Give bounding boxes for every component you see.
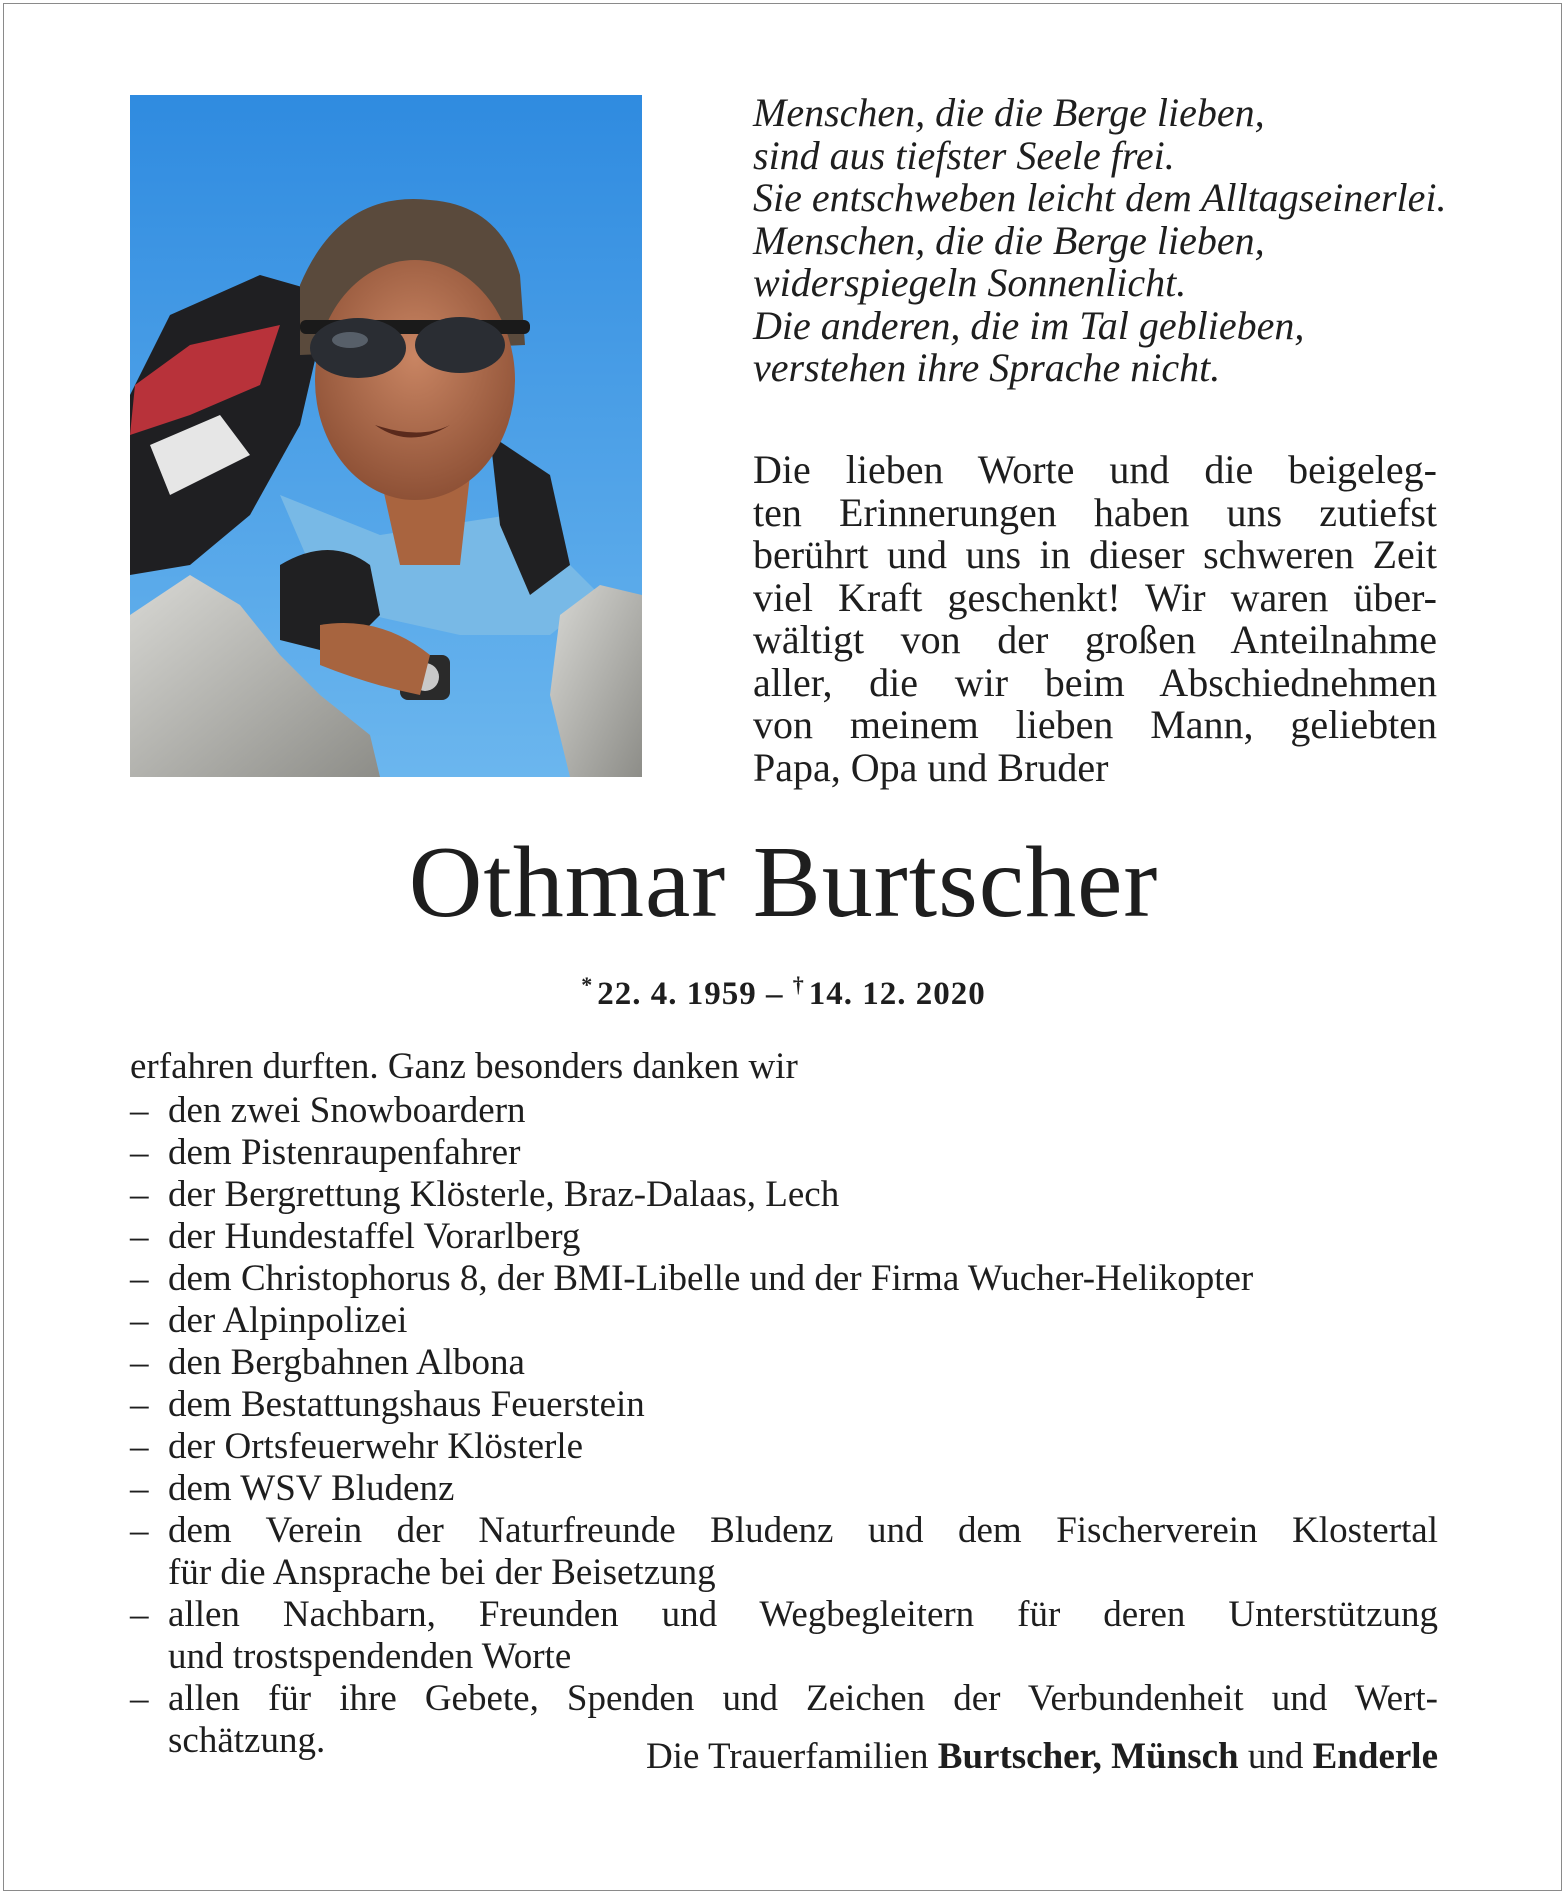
thanks-item-line: dem Bestattungshaus Feuerstein (168, 1384, 645, 1425)
poem-line: Sie entschweben leicht dem Alltagseinerlei. (753, 175, 1447, 220)
thanks-item-line: schätzung. (168, 1720, 326, 1761)
thanks-item-line: der Alpinpolizei (168, 1300, 408, 1341)
thanks-item-line: der Bergrettung Klösterle, Braz-Dalaas, Lech (168, 1174, 840, 1215)
dash-bullet: – (130, 1258, 149, 1299)
poem (753, 92, 1473, 390)
intro-line: ten Erinnerungen haben uns zutiefst (753, 489, 1437, 535)
face (315, 260, 515, 500)
intro-line: von meinem lieben Mann, geliebten (753, 702, 1437, 747)
lens-glare (332, 332, 368, 348)
thanks-list (130, 1090, 1438, 1762)
thanks-item (130, 1300, 1438, 1342)
sunglasses-right-lens (415, 317, 505, 373)
dash-bullet: – (130, 1594, 149, 1635)
signature (646, 1736, 1438, 1778)
rock-right (550, 585, 642, 777)
thanks-item-line: dem Pistenraupenfahrer (168, 1132, 521, 1173)
intro-line: berührt und uns in dieser schweren Zeit (753, 532, 1437, 577)
thanks-item (130, 1090, 1438, 1132)
deceased-name: Othmar Burtscher (408, 826, 1159, 939)
thanks-item (130, 1216, 1438, 1258)
intro-line: wältigt von der großen Anteilnahme (753, 617, 1437, 662)
family-name-2: Münsch (1111, 1736, 1239, 1777)
signature-joiner: und (1247, 1736, 1304, 1777)
portrait-illustration (130, 95, 642, 777)
dash-bullet: – (130, 1468, 149, 1509)
date-separator: – (756, 976, 793, 1012)
intro-paragraph (753, 449, 1437, 789)
thanks-item-line: allen Nachbarn, Freunden und Wegbegleitern für deren Unterstützung (168, 1594, 1438, 1635)
thanks-item-line: dem WSV Bludenz (168, 1468, 455, 1509)
thanks-item-line: dem Christophorus 8, der BMI-Libelle und der Firma Wucher-Helikopter (168, 1258, 1254, 1299)
life-dates (0, 965, 1567, 1014)
dash-bullet: – (130, 1300, 149, 1341)
intro-line: viel Kraft geschenkt! Wir waren über- (753, 574, 1437, 620)
signature-prefix: Die Trauerfamilien (645, 1736, 929, 1777)
thanks-item (130, 1426, 1438, 1468)
dash-bullet: – (130, 1342, 149, 1383)
dash-bullet: – (130, 1678, 149, 1719)
death-symbol: † (792, 972, 805, 997)
thanks-item (130, 1384, 1438, 1426)
thanks-item-line: für die Ansprache bei der Beisetzung (168, 1552, 716, 1593)
poem-line: verstehen ihre Sprache nicht. (753, 345, 1221, 390)
dash-bullet: – (130, 1090, 149, 1131)
thanks-item-line: dem Verein der Naturfreunde Bludenz und dem Fischerverein Klostertal (168, 1510, 1438, 1551)
thanks-item-line: der Hundestaffel Vorarlberg (168, 1216, 581, 1257)
thanks-lead: erfahren durften. Ganz besonders danken wir (130, 1046, 798, 1087)
sunglasses-left-lens (310, 318, 406, 378)
birth-symbol: * (581, 972, 594, 997)
thanks-item (130, 1594, 1438, 1678)
poem-line: sind aus tiefster Seele frei. (753, 132, 1175, 178)
intro-line: Die lieben Worte und die beigeleg- (753, 447, 1437, 492)
dash-bullet: – (130, 1384, 149, 1425)
thanks-item-line: den zwei Snowboardern (168, 1090, 526, 1131)
dash-bullet: – (130, 1174, 149, 1215)
birth-date: 22. 4. 1959 (597, 976, 757, 1012)
dash-bullet: – (130, 1426, 149, 1467)
thanks-item (130, 1342, 1438, 1384)
portrait-photo (130, 95, 642, 777)
poem-line: Menschen, die die Berge lieben, (753, 217, 1265, 263)
thanks-item-line: den Bergbahnen Albona (168, 1342, 525, 1383)
dash-bullet: – (130, 1216, 149, 1257)
family-name-1: Burtscher, (937, 1736, 1102, 1777)
thanks-item-line: allen für ihre Gebete, Spenden und Zeichen der Verbundenheit und Wert- (168, 1678, 1438, 1719)
thanks-item (130, 1132, 1438, 1174)
poem-line: Die anderen, die im Tal geblieben, (753, 302, 1305, 348)
thanks-item (130, 1468, 1438, 1510)
dash-bullet: – (130, 1510, 149, 1551)
thanks-item (130, 1510, 1438, 1594)
thanks-item (130, 1174, 1438, 1216)
thanks-item-line: der Ortsfeuerwehr Klösterle (168, 1426, 584, 1467)
intro-line: Papa, Opa und Bruder (753, 744, 1109, 790)
intro-line: aller, die wir beim Abschiednehmen (753, 659, 1437, 705)
poem-line: widerspiegeln Sonnenlicht. (753, 260, 1187, 305)
family-name-3: Enderle (1312, 1736, 1438, 1777)
poem-line: Menschen, die die Berge lieben, (753, 90, 1265, 135)
thanks-item (130, 1258, 1438, 1300)
dash-bullet: – (130, 1132, 149, 1173)
thanks-item-line: und trostspendenden Worte (168, 1636, 572, 1677)
death-date: 14. 12. 2020 (808, 976, 986, 1012)
